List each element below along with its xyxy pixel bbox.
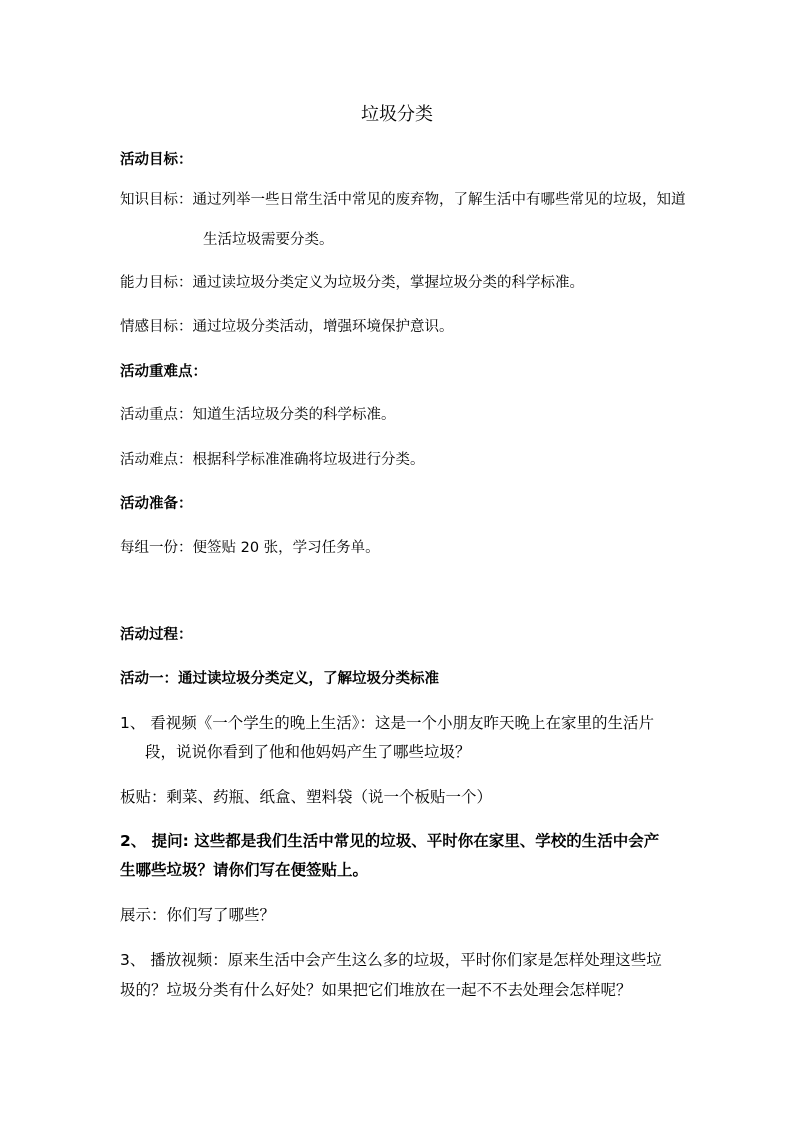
prep-heading: 活动准备：: [120, 496, 193, 512]
board-text: 板贴：剩菜、药瓶、纸盒、塑料袋（说一个板贴一个）: [120, 788, 493, 806]
prep-text: 每组一份：便签贴 20 张，学习任务单。: [120, 540, 380, 556]
keypoints-heading: 活动重难点：: [120, 364, 207, 380]
step1-line-1: 1、 看视频《一个学生的晚上生活》：这是一个小朋友昨天晚上在家里的生活片: [120, 714, 655, 732]
show-text: 展示：你们写了哪些？: [120, 906, 276, 924]
step3-line-2: 圾的？垃圾分类有什么好处？如果把它们堆放在一起不不去处理会怎样呢？: [120, 981, 632, 999]
activity1-heading: 活动一：通过读垃圾分类定义，了解垃圾分类标准: [120, 671, 439, 687]
goals-heading: 活动目标：: [120, 152, 193, 168]
goal-emotion: 情感目标：通过垃圾分类活动，增强环境保护意识。: [120, 319, 454, 335]
key-point: 活动重点：知道生活垃圾分类的科学标准。: [120, 407, 396, 423]
step3-line-1: 3、 播放视频：原来生活中会产生这么多的垃圾，平时你们家是怎样处理这些垃: [120, 951, 662, 969]
document-title: 垃圾分类: [361, 104, 433, 125]
step2-line-2: 生哪些垃圾？请你们写在便签贴上。: [120, 861, 369, 879]
difficult-point: 活动难点：根据科学标准准确将垃圾进行分类。: [120, 452, 425, 468]
process-heading: 活动过程：: [120, 627, 193, 643]
goal-knowledge-line-1: 知识目标：通过列举一些日常生活中常见的废弃物，了解生活中有哪些常见的垃圾，知道: [120, 192, 686, 208]
step2-line-1: 2、 提问: 这些都是我们生活中常见的垃圾、平时你在家里、学校的生活中会产: [120, 832, 660, 850]
goal-knowledge-line-2: 生活垃圾需要分类。: [203, 232, 334, 248]
goal-ability: 能力目标：通过读垃圾分类定义为垃圾分类，掌握垃圾分类的科学标准。: [120, 275, 584, 291]
step1-line-2: 段，说说你看到了他和他妈妈产生了哪些垃圾？: [145, 743, 471, 761]
